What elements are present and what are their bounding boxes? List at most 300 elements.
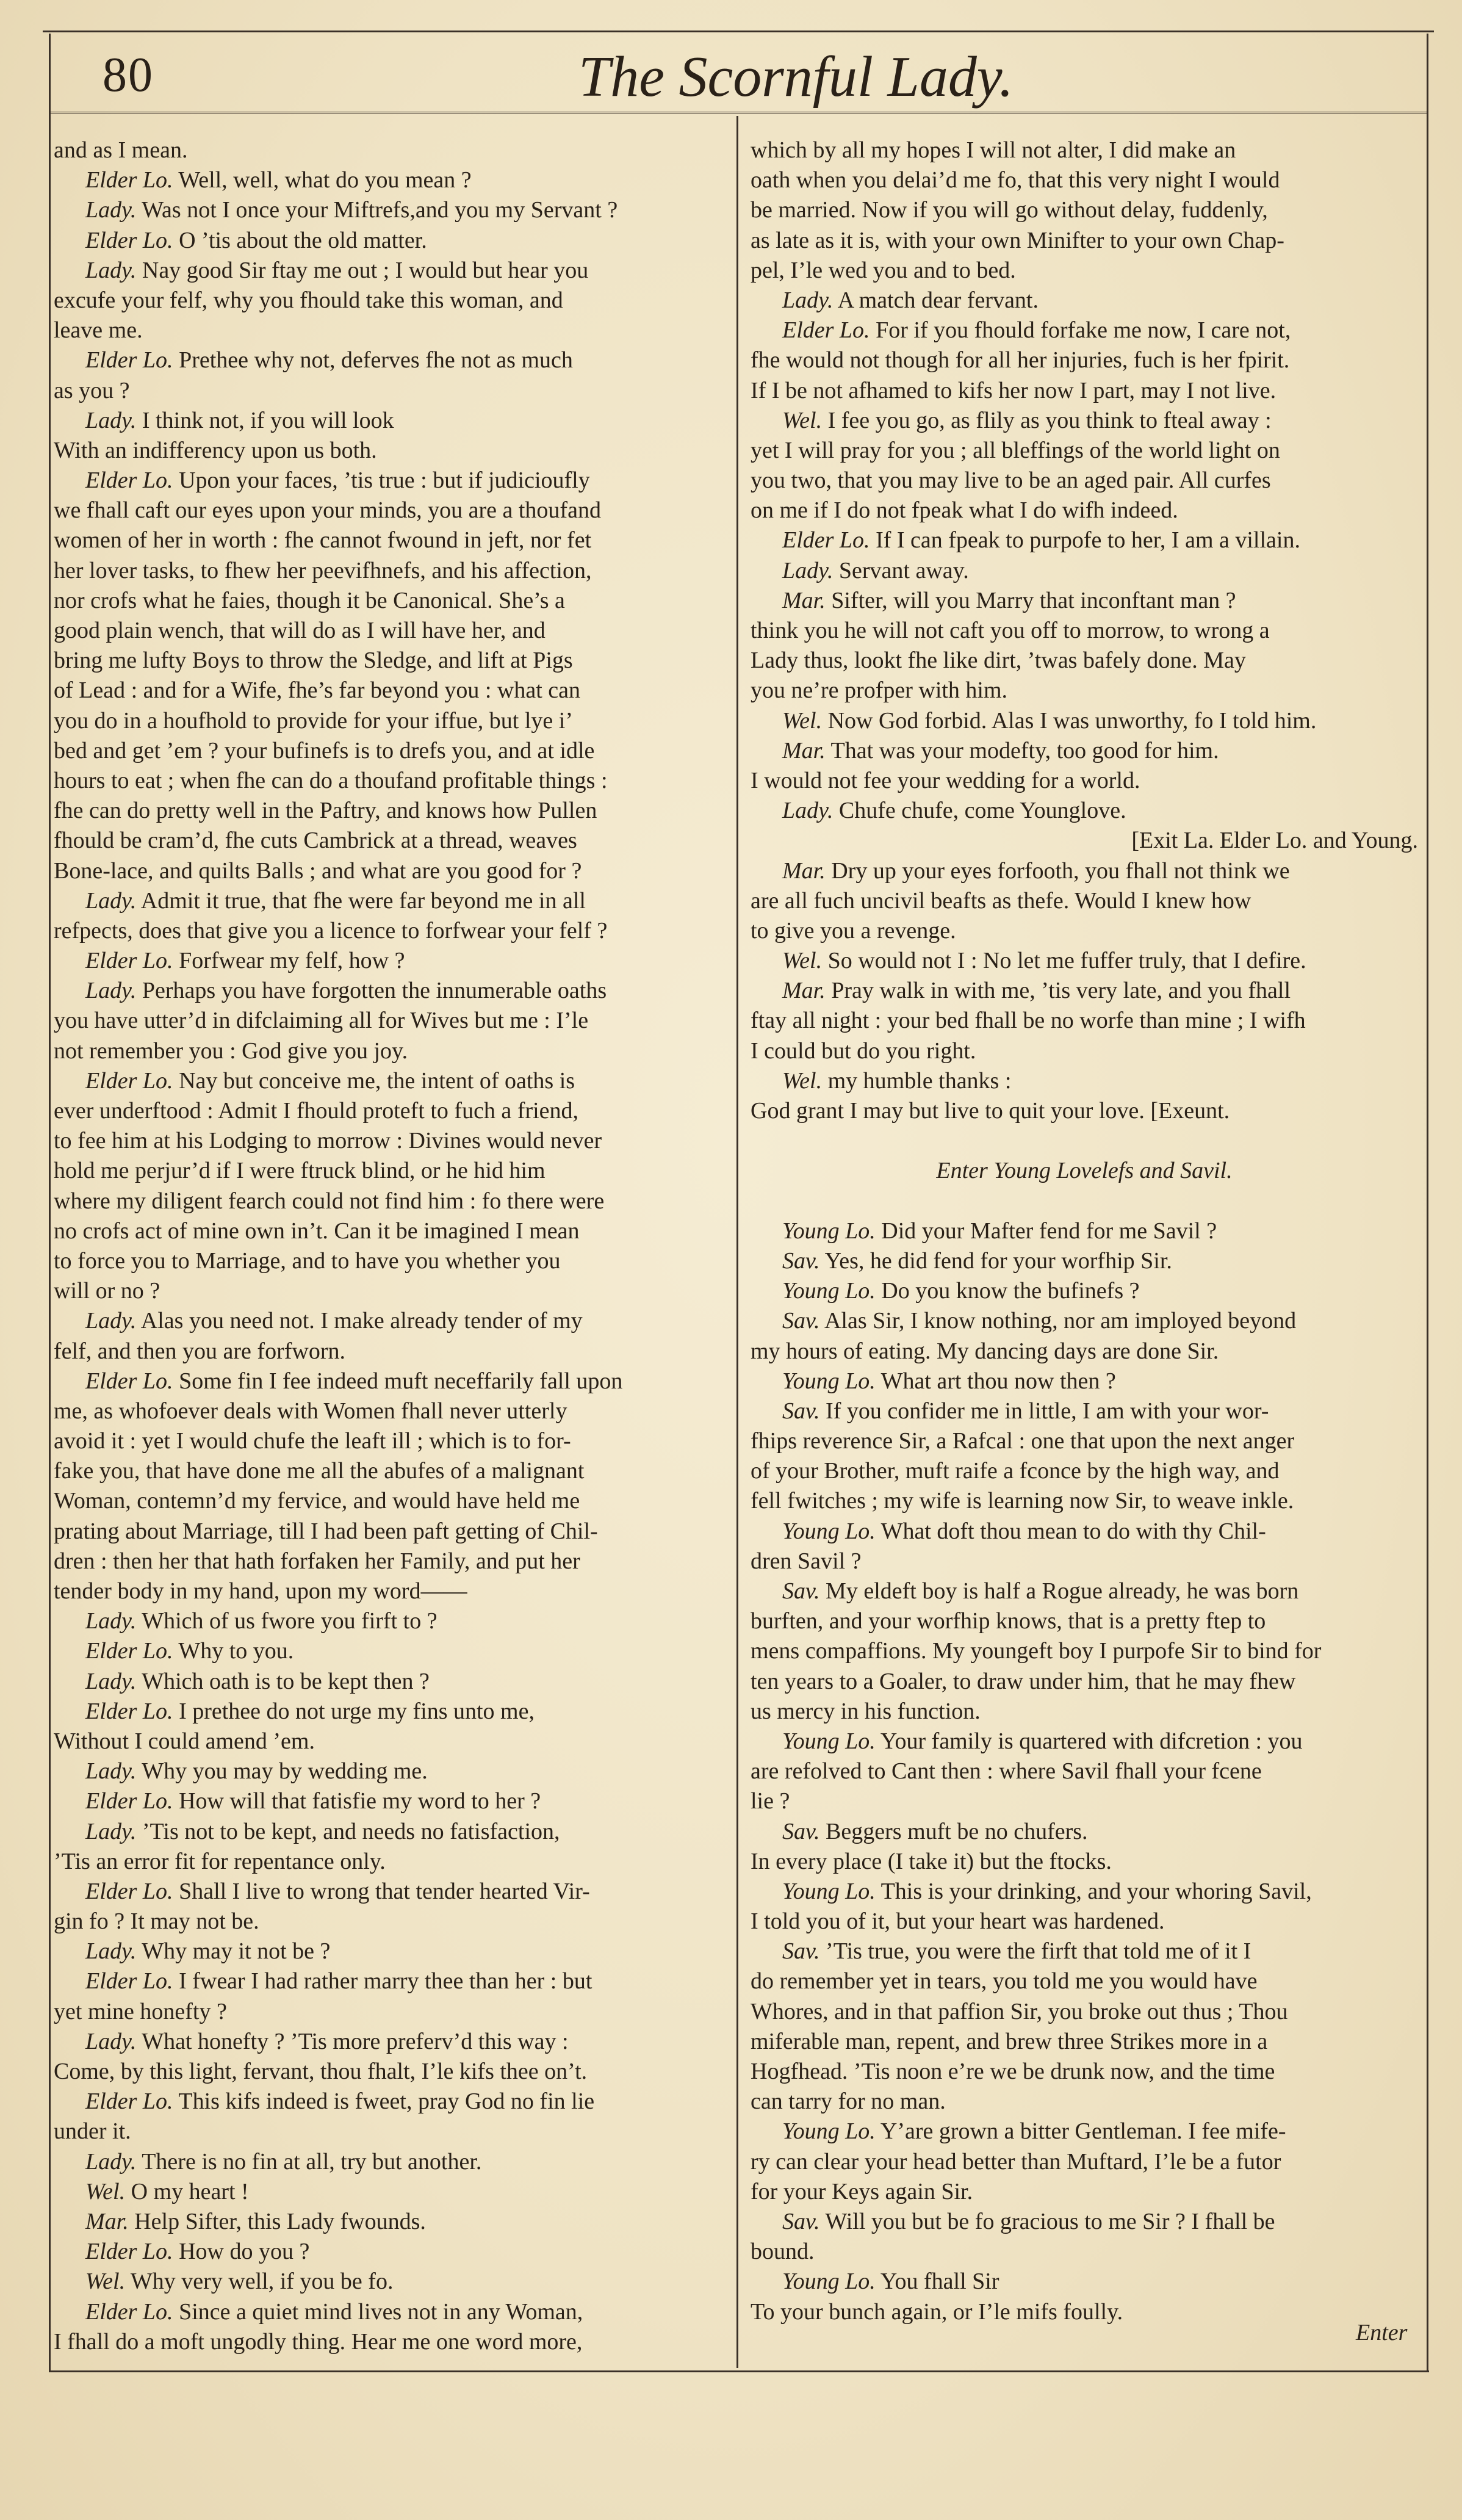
text-line [751,1907,1418,1937]
text-line [751,1547,1418,1576]
speaker-name: Young Lo. [782,1368,876,1394]
speaker-name: Lady. [85,1608,137,1634]
text-line [751,1126,1418,1156]
line-text: Pray walk in with me, ’tis very late, and you fhall [825,978,1291,1004]
text-line [751,616,1418,646]
line-text: Your family is quartered with difcretion : you [875,1728,1303,1754]
speaker-name: Wel. [782,1067,823,1094]
line-text: hours to eat ; when fhe can do a thoufand profitable things : [54,767,608,793]
line-text: I told you of it, but your heart was hardened. [751,1908,1165,1935]
line-text: Beggers muft be no chufers. [819,1818,1088,1844]
text-line [54,1667,721,1697]
text-line [751,1426,1418,1456]
line-text: her lover tasks, to fhew her peevifhnefs, and his affection, [54,557,592,583]
line-text: I would not fee your wedding for a world. [751,767,1140,793]
text-line [751,556,1418,586]
text-line [751,646,1418,676]
speaker-name: Elder Lo. [85,1698,173,1724]
line-text: Did your Mafter fend for me Savil ? [875,1218,1217,1244]
line-text: Dry up your eyes forfooth, you fhall not think we [825,857,1290,884]
line-text: fhould be cram’d, fhe cuts Cambrick at a thread, weaves [54,828,577,854]
text-line [751,2267,1418,2297]
speaker-name: Lady. [85,978,137,1004]
line-text: Come, by this light, fervant, thou fhalt, I’le kifs thee on’t. [54,2059,588,2084]
text-line [751,736,1418,766]
speaker-name: Young Lo. [782,1218,876,1244]
text-line [751,1156,1418,1186]
line-text: ftay all night : your bed fhall be no worfe than mine ; I wifh [751,1008,1306,1034]
text-line [751,135,1418,165]
speaker-name: Young Lo. [782,2118,876,2145]
line-text: Without I could amend ’em. [54,1728,315,1754]
text-line [751,1066,1418,1096]
header-rule [49,112,1428,114]
speaker-name: Elder Lo. [85,347,173,374]
line-text: ten years to a Goaler, to draw under him, that he may fhew [751,1668,1296,1694]
line-text: Bone-lace, and quilts Balls ; and what are you good for ? [54,857,582,884]
text-line [751,165,1418,195]
text-line [54,1997,721,2027]
text-line [54,2147,721,2177]
text-line [751,1727,1418,1756]
line-text: burften, and your worfhip knows, that is a pretty ftep to [751,1608,1266,1634]
text-line [751,946,1418,976]
speaker-name: Lady. [85,1758,137,1785]
line-text: What doft thou mean to do with thy Chil- [875,1518,1266,1544]
line-text: no crofs act of mine own in’t. Can it be imagined I mean [54,1218,580,1244]
text-line [54,1907,721,1937]
right-frame-rule [1427,34,1428,2371]
text-line [751,376,1418,406]
text-line [54,1126,721,1156]
line-text: mens compaffions. My youngeft boy I purpofe Sir to bind for [751,1638,1322,1664]
line-text: Well, well, what do you mean ? [173,167,472,193]
text-line [54,976,721,1006]
text-line [54,826,721,856]
speaker-name: Elder Lo. [85,2298,173,2325]
text-line [751,1036,1418,1066]
text-line [54,1547,721,1576]
top-rule [43,31,1434,32]
line-text: Alas Sir, I know nothing, nor am imployed beyond [819,1308,1297,1334]
left-text-column [54,135,721,2357]
text-line [751,586,1418,616]
text-line [751,2297,1418,2327]
text-line [751,195,1418,225]
speaker-name: Elder Lo. [782,317,870,344]
text-line [54,1727,721,1756]
text-line [54,1036,721,1066]
text-line [751,466,1418,496]
speaker-name: Young Lo. [782,1878,876,1904]
text-line [54,736,721,766]
text-line [54,2237,721,2267]
line-text: Nay but conceive me, the intent of oaths is [173,1067,575,1094]
text-line [751,766,1418,796]
speaker-name: Wel. [85,2269,126,2295]
text-line [54,525,721,555]
text-line [751,316,1418,345]
line-text: A match dear fervant. [833,287,1039,313]
text-line [751,1667,1418,1697]
line-text: O my heart ! [125,2178,249,2204]
text-line [54,1337,721,1367]
line-text: My eldeft boy is half a Rogue already, he was born [819,1578,1299,1604]
text-line [751,345,1418,375]
speaker-name: Elder Lo. [85,948,173,974]
line-text: Upon your faces, ’tis true : but if judicioufly [173,468,590,494]
line-text: to force you to Marriage, and to have you whether you [54,1247,561,1274]
line-text: I fhall do a moft ungodly thing. Hear me one word more, [54,2328,583,2355]
line-text: Perhaps you have forgotten the innumerable oaths [136,978,607,1004]
text-line [54,1396,721,1426]
line-text: ’Tis an error fit for repentance only. [54,1848,386,1874]
line-text: Chufe chufe, come Younglove. [833,798,1126,824]
line-text: Which oath is to be kept then ? [136,1668,430,1694]
text-line [751,1937,1418,1966]
line-text: Forfwear my felf, how ? [173,948,405,974]
text-line [54,2117,721,2146]
line-text: Since a quiet mind lives not in any Woman, [173,2298,583,2325]
page-number: 80 [103,48,154,102]
text-line [54,706,721,736]
line-text: dren : then her that hath forfaken her Family, and put her [54,1548,580,1574]
line-text: us mercy in his function. [751,1698,981,1724]
speaker-name: Elder Lo. [85,1638,173,1664]
line-text: bring me lufty Boys to throw the Sledge, and lift at Pigs [54,648,573,674]
speaker-name: Young Lo. [782,1278,876,1304]
line-text: Why very well, if you be fo. [125,2269,394,2295]
text-line [54,1156,721,1186]
text-line [751,1877,1418,1907]
speaker-name: Mar. [782,737,826,764]
text-line [751,1216,1418,1246]
text-line [54,2207,721,2237]
line-text: avoid it : yet I would chufe the leaft ill ; which is to for- [54,1428,571,1454]
line-text: fell fwitches ; my wife is learning now Sir, to weave inkle. [751,1488,1294,1514]
speaker-name: Mar. [85,2208,129,2234]
text-line [751,1636,1418,1666]
line-text: That was your modefty, too good for him. [825,737,1219,764]
text-line [751,916,1418,946]
line-text: To your bunch again, or I’le mifs foully. [751,2298,1123,2325]
right-text-column [751,135,1418,2327]
text-line [751,1186,1418,1216]
line-text: Hogfhead. ’Tis noon e’re we be drunk now, and the time [751,2059,1275,2084]
line-text: as late as it is, with your own Minifter to your own Chap- [751,227,1284,253]
line-text: God grant I may but live to quit your love. [Exeunt. [751,1098,1230,1124]
text-line [54,886,721,916]
speaker-name: Sav. [782,1247,820,1274]
text-line [54,226,721,256]
text-line [751,1246,1418,1276]
speaker-name: Lady. [85,2148,137,2175]
text-line [54,1426,721,1456]
line-text: you ne’re profper with him. [751,677,1008,704]
text-line [751,1786,1418,1816]
line-text: I fwear I had rather marry thee than her : but [173,1968,592,1995]
line-text: lie ? [751,1788,790,1814]
text-line [751,1006,1418,1036]
text-line [54,1517,721,1547]
text-line [751,1096,1418,1126]
text-line [751,1997,1418,2027]
text-line [751,2147,1418,2177]
line-text: Lady thus, lookt fhe like dirt, ’twas bafely done. May [751,648,1246,674]
line-text: So would not I : No let me fuffer truly, that I defire. [822,948,1306,974]
text-line [751,2027,1418,2057]
line-text: Help Sifter, this Lady fwounds. [128,2208,426,2234]
speaker-name: Elder Lo. [85,468,173,494]
speaker-name: Lady. [85,407,137,433]
line-text: ry can clear your head better than Muftard, I’le be a futor [751,2148,1281,2175]
line-text: ’Tis not to be kept, and needs no fatisfaction, [136,1818,560,1844]
line-text: What honefty ? ’Tis more preferv’d this way : [136,2028,569,2054]
text-line [751,226,1418,256]
line-text: dren Savil ? [751,1548,862,1574]
speaker-name: Sav. [782,1578,820,1604]
text-line [751,1486,1418,1516]
speaker-name: Lady. [85,257,137,283]
text-line [751,496,1418,525]
line-text: I prethee do not urge my fins unto me, [173,1698,535,1724]
speaker-name: Mar. [782,587,826,613]
speaker-name: Lady. [85,2028,137,2054]
speaker-name: Elder Lo. [85,2239,173,2265]
line-text: to give you a revenge. [751,917,956,944]
line-text: which by all my hopes I will not alter, I did make an [751,137,1236,163]
speaker-name: Elder Lo. [85,1788,173,1814]
text-line [54,2027,721,2057]
speaker-name: Lady. [85,1938,137,1965]
line-text: If I can fpeak to purpofe to her, I am a villain. [870,527,1300,554]
line-text: Whores, and in that paffion Sir, you broke out thus ; Thou [751,1998,1288,2024]
line-text: will or no ? [54,1278,160,1304]
speaker-name: Elder Lo. [85,227,173,253]
text-line [54,1276,721,1306]
line-text: not remember you : God give you joy. [54,1038,408,1064]
text-line [54,496,721,525]
text-line [54,586,721,616]
line-text: me, as whofoever deals with Women fhall never utterly [54,1398,567,1424]
text-line [54,766,721,796]
line-text: Will you but be fo gracious to me Sir ? I fhall be [819,2208,1275,2234]
text-line [751,525,1418,555]
speaker-name: Lady. [85,197,137,223]
text-line [54,616,721,646]
line-text: good plain wench, that will do as I will have her, and [54,618,546,643]
speaker-name: Sav. [782,1308,820,1334]
text-line [751,706,1418,736]
line-text: to fee him at his Lodging to morrow : Divines would never [54,1128,602,1154]
line-text: If you confider me in little, I am with your wor- [819,1398,1269,1424]
text-line [54,1006,721,1036]
line-text: You fhall Sir [875,2269,999,2295]
text-line [54,796,721,826]
text-line [751,1576,1418,1606]
line-text: Now God forbid. Alas I was unworthy, fo I told him. [822,707,1317,734]
text-line [751,1306,1418,1336]
line-text: you two, that you may live to be an aged pair. All curfes [751,468,1271,494]
text-line [751,826,1418,856]
text-line [54,2297,721,2327]
text-line [54,316,721,345]
line-text: There is no fin at all, try but another. [136,2148,482,2175]
text-line [751,796,1418,826]
text-line [751,436,1418,466]
text-line [54,916,721,946]
text-line [751,2237,1418,2267]
text-line [751,1756,1418,1786]
line-text: felf, and then you are forfworn. [54,1338,345,1364]
text-line [54,1306,721,1336]
text-line [751,1847,1418,1877]
speaker-name: Wel. [782,407,823,433]
line-text: prating about Marriage, till I had been paft getting of Chil- [54,1518,598,1544]
line-text: [Exit La. Elder Lo. and Young. [1131,828,1418,854]
text-line [54,1697,721,1727]
text-line [54,1606,721,1636]
text-line [751,1396,1418,1426]
text-line [751,856,1418,886]
line-text: Enter Young Lovelefs and Savil. [936,1158,1233,1184]
line-text: What art thou now then ? [875,1368,1116,1394]
line-text: bound. [751,2239,815,2265]
line-text: Y’are grown a bitter Gentleman. I fee mife- [875,2118,1286,2145]
line-text: Prethee why not, deferves fhe not as much [173,347,573,374]
text-line [751,286,1418,316]
speaker-name: Elder Lo. [85,1968,173,1995]
line-text: excufe your felf, why you fhould take this woman, and [54,287,563,313]
text-line [54,165,721,195]
column-divider [736,116,738,2368]
line-text: and as I mean. [54,137,188,163]
line-text: as you ? [54,377,130,403]
text-line [54,1877,721,1907]
text-line [54,676,721,706]
bottom-rule [49,2370,1429,2372]
text-line [54,2177,721,2207]
text-line [751,256,1418,286]
line-text: you do in a houfhold to provide for your iffue, but lye i’ [54,707,573,734]
speaker-name: Elder Lo. [85,1067,173,1094]
line-text: This is your drinking, and your whoring Savil, [875,1878,1312,1904]
line-text: my hours of eating. My dancing days are done Sir. [751,1338,1219,1364]
left-frame-rule [49,34,51,2371]
line-text: fhe can do pretty well in the Paftry, and knows how Pullen [54,798,597,824]
text-line [54,436,721,466]
text-line [54,2327,721,2357]
line-text: In every place (I take it) but the ftocks. [751,1848,1112,1874]
text-line [54,1486,721,1516]
speaker-name: Mar. [782,978,826,1004]
line-text: fhe would not though for all her injuries, fuch is her fpirit. [751,347,1290,374]
text-line [54,1636,721,1666]
speaker-name: Elder Lo. [782,527,870,554]
line-text: of your Brother, muft raife a fconce by the high way, and [751,1458,1280,1484]
speaker-name: Lady. [85,1668,137,1694]
line-text: nor crofs what he faies, though it be Canonical. She’s a [54,587,565,613]
line-text: Why to you. [173,1638,294,1664]
line-text: think you he will not caft you off to morrow, to wrong a [751,618,1270,643]
line-text: I fee you go, as flily as you think to fteal away : [822,407,1272,433]
line-text: If I be not afhamed to kifs her now I part, may I not live. [751,377,1277,403]
line-text: miferable man, repent, and brew three Strikes more in a [751,2028,1268,2054]
text-line [54,1066,721,1096]
text-line [54,2267,721,2297]
speaker-name: Elder Lo. [85,1368,173,1394]
text-line [751,2087,1418,2117]
text-line [54,2057,721,2087]
text-line [54,135,721,165]
line-text: hold me perjur’d if I were ftruck blind, or he hid him [54,1158,546,1184]
text-line [751,1456,1418,1486]
line-text: Admit it true, that fhe were far beyond me in all [136,887,586,914]
text-line [751,676,1418,706]
text-line [54,1756,721,1786]
line-text: I think not, if you will look [136,407,394,433]
text-line [54,195,721,225]
line-text: Some fin I fee indeed muft neceffarily fall upon [173,1368,623,1394]
line-text: where my diligent fearch could not find him : fo there were [54,1188,605,1214]
line-text: Do you know the bufinefs ? [875,1278,1140,1304]
line-text: you have utter’d in difclaiming all for Wives but me : I’le [54,1008,589,1034]
line-text: Nay good Sir ftay me out ; I would but hear you [136,257,589,283]
text-line [54,1246,721,1276]
text-line [54,1937,721,1966]
text-line [751,886,1418,916]
line-text: do remember yet in tears, you told me you would have [751,1968,1258,1995]
line-text: are all fuch uncivil beafts as thefe. Would I knew how [751,887,1251,914]
text-line [54,1576,721,1606]
line-text: we fhall caft our eyes upon your minds, you are a thoufand [54,497,601,524]
speaker-name: Sav. [782,1398,820,1424]
speaker-name: Lady. [85,887,137,914]
speaker-name: Elder Lo. [85,2089,173,2115]
line-text: oath when you delai’d me fo, that this very night I would [751,167,1280,193]
line-text: bed and get ’em ? your bufinefs is to drefs you, and at idle [54,737,595,764]
line-text: ever underftood : Admit I fhould proteft to fuch a friend, [54,1098,579,1124]
line-text: yet I will pray for you ; all bleffings of the world light on [751,437,1280,463]
line-text: pel, I’le wed you and to bed. [751,257,1016,283]
line-text: my humble thanks : [822,1067,1012,1094]
text-line [751,1966,1418,1996]
text-line [751,2057,1418,2087]
text-line [54,1216,721,1246]
speaker-name: Wel. [85,2178,126,2204]
text-line [54,1456,721,1486]
line-text: With an indifferency upon us both. [54,437,377,463]
text-line [54,406,721,436]
text-line [751,1367,1418,1396]
text-line [751,1817,1418,1847]
text-line [751,2207,1418,2237]
text-line [54,1096,721,1126]
text-line [751,406,1418,436]
line-text: be married. Now if you will go without delay, fuddenly, [751,197,1268,223]
line-text: Sifter, will you Marry that inconftant man ? [825,587,1236,613]
text-line [751,2117,1418,2146]
line-text: Why may it not be ? [136,1938,331,1965]
text-line [54,1847,721,1877]
text-line [751,1276,1418,1306]
speaker-name: Sav. [782,1818,820,1844]
speaker-name: Mar. [782,857,826,884]
line-text: fhips reverence Sir, a Rafcal : one that upon the next anger [751,1428,1295,1454]
text-line [751,1606,1418,1636]
line-text: tender body in my hand, upon my word—— [54,1578,467,1604]
line-text: are refolved to Cant then : where Savil fhall your fcene [751,1758,1262,1785]
